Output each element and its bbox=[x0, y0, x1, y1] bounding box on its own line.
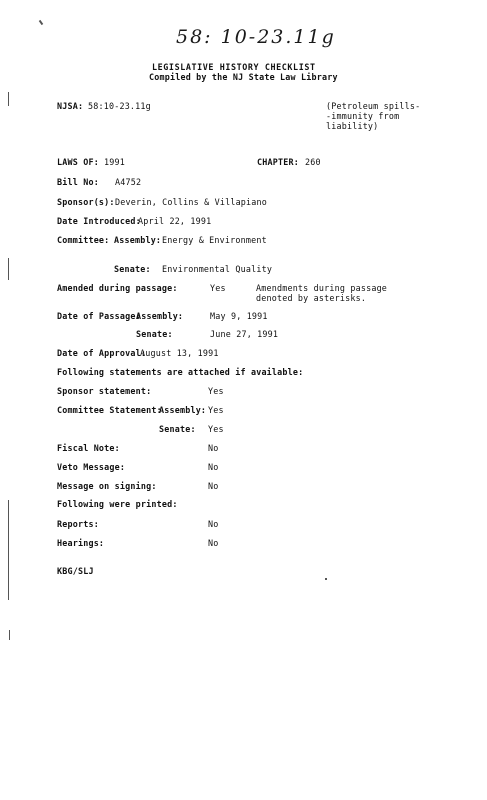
scan-mark bbox=[8, 258, 9, 280]
bill-no-value: A4752 bbox=[115, 177, 142, 187]
amended-note-line2: denoted by asterisks. bbox=[256, 293, 367, 303]
committee-statement-assembly-value: Yes bbox=[208, 405, 224, 415]
bill-no-label: Bill No: bbox=[57, 177, 99, 187]
chapter-label: CHAPTER: bbox=[257, 157, 299, 167]
committee-senate-label: Senate: bbox=[114, 264, 151, 274]
passage-senate-value: June 27, 1991 bbox=[210, 329, 279, 339]
sponsor-statement-label: Sponsor statement: bbox=[57, 386, 152, 396]
passage-assembly-label: Assembly: bbox=[136, 311, 184, 321]
handwritten-citation: 58: 10-23.11g bbox=[176, 26, 336, 48]
approval-label: Date of Approval: bbox=[57, 348, 147, 358]
document-title: LEGISLATIVE HISTORY CHECKLIST bbox=[152, 62, 316, 72]
fiscal-note-label: Fiscal Note: bbox=[57, 443, 120, 453]
scan-mark bbox=[8, 500, 9, 600]
committee-statement-label: Committee Statement: bbox=[57, 405, 162, 415]
sponsors-label: Sponsor(s): bbox=[57, 197, 115, 207]
scan-mark bbox=[8, 92, 9, 106]
message-on-signing-value: No bbox=[208, 481, 219, 491]
date-introduced-label: Date Introduced: bbox=[57, 216, 141, 226]
date-introduced-value: April 22, 1991 bbox=[138, 216, 212, 226]
sponsors-value: Deverin, Collins & Villapiano bbox=[115, 197, 268, 207]
njsa-note-line1: (Petroleum spills- bbox=[326, 101, 421, 111]
approval-value: August 13, 1991 bbox=[140, 348, 219, 358]
reports-label: Reports: bbox=[57, 519, 99, 529]
hearings-value: No bbox=[208, 538, 219, 548]
reports-value: No bbox=[208, 519, 219, 529]
scan-mark bbox=[39, 20, 44, 25]
njsa-note-line2: -immunity from bbox=[326, 111, 400, 121]
amended-label: Amended during passage: bbox=[57, 283, 178, 293]
njsa-note-line3: liability) bbox=[326, 121, 379, 131]
njsa-value: 58:10-23.11g bbox=[88, 101, 151, 111]
statements-heading: Following statements are attached if available: bbox=[57, 367, 304, 377]
initials: KBG/SLJ bbox=[57, 566, 94, 576]
passage-senate-label: Senate: bbox=[136, 329, 173, 339]
message-on-signing-label: Message on signing: bbox=[57, 481, 157, 491]
amended-value: Yes bbox=[210, 283, 226, 293]
committee-statement-assembly-label: Assembly: bbox=[159, 405, 207, 415]
amended-note-line1: Amendments during passage bbox=[256, 283, 388, 293]
committee-statement-senate-label: Senate: bbox=[159, 424, 196, 434]
scan-mark bbox=[325, 578, 327, 580]
printed-heading: Following were printed: bbox=[57, 499, 178, 509]
document-subtitle: Compiled by the NJ State Law Library bbox=[149, 72, 338, 82]
committee-assembly-label: Assembly: bbox=[114, 235, 162, 245]
veto-message-value: No bbox=[208, 462, 219, 472]
scan-mark bbox=[9, 630, 10, 640]
njsa-label: NJSA: bbox=[57, 101, 84, 111]
laws-of-value: 1991 bbox=[104, 157, 125, 167]
committee-assembly-value: Energy & Environment bbox=[162, 235, 267, 245]
hearings-label: Hearings: bbox=[57, 538, 105, 548]
committee-statement-senate-value: Yes bbox=[208, 424, 224, 434]
passage-assembly-value: May 9, 1991 bbox=[210, 311, 268, 321]
committee-label: Committee: bbox=[57, 235, 110, 245]
passage-label: Date of Passage: bbox=[57, 311, 141, 321]
chapter-value: 260 bbox=[305, 157, 321, 167]
committee-senate-value: Environmental Quality bbox=[162, 264, 273, 274]
laws-of-label: LAWS OF: bbox=[57, 157, 99, 167]
sponsor-statement-value: Yes bbox=[208, 386, 224, 396]
fiscal-note-value: No bbox=[208, 443, 219, 453]
veto-message-label: Veto Message: bbox=[57, 462, 126, 472]
